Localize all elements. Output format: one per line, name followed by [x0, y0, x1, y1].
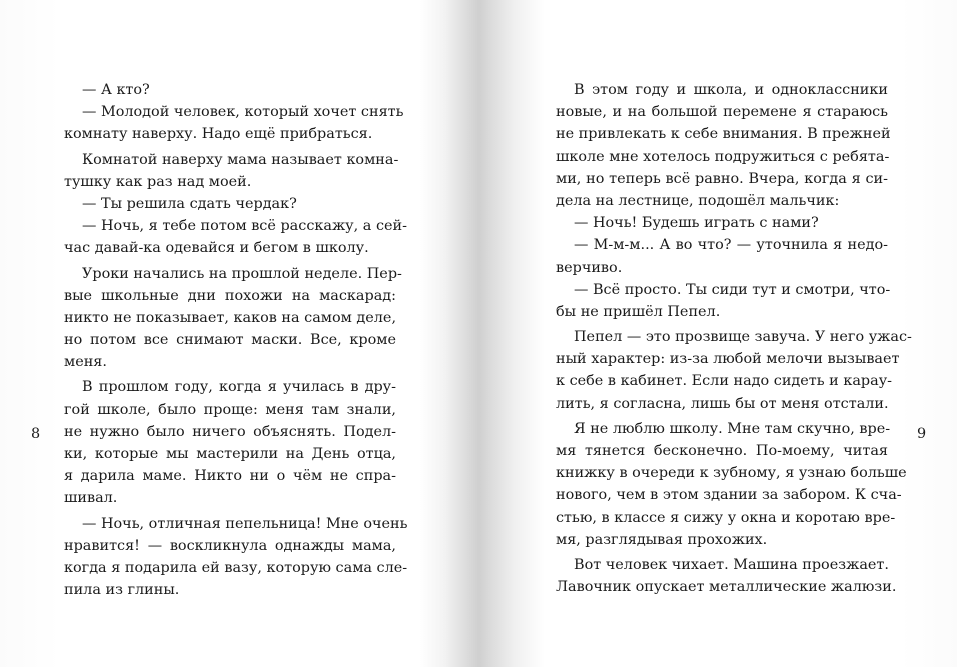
- text-line: пила из глины.: [64, 582, 180, 599]
- text-line: шивал.: [64, 490, 118, 507]
- text-line: — Ночь, я тебе потом всё расскажу, а сей-: [82, 218, 407, 235]
- text-line: — М-м-м... А во что? — уточнила я недо-: [574, 237, 888, 254]
- text-line: новые, и на большой перемене я стараюсь: [556, 104, 888, 121]
- text-line: дела на лестнице, подошёл мальчик:: [556, 192, 840, 209]
- text-line: верчиво.: [556, 259, 623, 276]
- text-line: ми, но теперь всё равно. Вчера, когда я си-: [556, 170, 888, 187]
- text-line: — Всё просто. Ты сиди тут и смотри, что-: [574, 281, 891, 298]
- text-line: книжку в очереди к зубному, я узнаю больше: [556, 465, 907, 482]
- text-line: к себе в кабинет. Если надо сидеть и карау-: [556, 373, 893, 390]
- text-line: — А кто?: [82, 82, 150, 98]
- right-page-number: 9: [917, 426, 927, 442]
- text-line: — Молодой человек, который хочет снять: [82, 104, 404, 121]
- text-line: Я не люблю школу. Мне там скучно, вре-: [574, 420, 891, 437]
- text-line: не нужно было ничего объяснять. Подел-: [64, 423, 396, 440]
- left-page-number: 8: [31, 426, 41, 442]
- text-line: Уроки начались на прошлой неделе. Пер-: [82, 265, 402, 282]
- text-line: когда я подарила ей вазу, которую сама сле-: [64, 559, 408, 576]
- text-line: нравится! — воскликнула однажды мама,: [64, 537, 396, 554]
- text-line: меня.: [64, 354, 107, 371]
- text-line: Пепел — это прозвище завуча. У него ужас-: [574, 329, 912, 346]
- text-line: вые школьные дни похожи на маскарад:: [64, 287, 396, 304]
- text-line: ки, которые мы мастерили на День отца,: [64, 446, 396, 462]
- text-line: ный характер: из-за любой мелочи вызывает: [556, 351, 900, 368]
- text-line: Лавочник опускает металлические жалюзи.: [556, 579, 897, 596]
- left-page-text: [64, 79, 408, 601]
- text-line: нового, чем в этом здании за забором. К сча-: [556, 487, 902, 504]
- text-line: — Ночь, отличная пепельница! Мне очень: [82, 515, 408, 532]
- text-line: лить, я согласна, лишь бы от меня отстали.: [556, 395, 889, 412]
- text-line: час давай-ка одевайся и бегом в школу.: [64, 240, 369, 257]
- text-line: комнату наверху. Надо ещё прибраться.: [64, 126, 373, 143]
- text-line: — Ночь! Будешь играть с нами?: [574, 215, 819, 232]
- text-line: бы не пришёл Пепел.: [556, 303, 721, 320]
- text-line: стью, в классе я сижу у окна и коротаю вре-: [556, 509, 896, 526]
- text-line: никто не показывает, каков на самом деле,: [64, 309, 397, 326]
- text-line: я дарила маме. Никто ни о чём не спра-: [64, 468, 396, 485]
- text-line: гой школе, было проще: меня там знали,: [64, 401, 396, 418]
- text-line: мя, разглядывая прохожих.: [556, 531, 768, 548]
- right-page-text: [556, 79, 912, 598]
- text-line: школе мне хотелось подружиться с ребята-: [556, 148, 890, 165]
- text-line: Вот человек чихает. Машина проезжает.: [574, 556, 889, 573]
- text-line: но потом все снимают маски. Все, кроме: [64, 332, 396, 349]
- text-line: не привлекать к себе внимания. В прежней: [556, 126, 891, 143]
- text-line: Комнатой наверху мама называет комна-: [82, 151, 399, 168]
- text-line: тушку как раз над моей.: [64, 173, 252, 190]
- text-line: — Ты решила сдать чердак?: [82, 195, 297, 212]
- text-line: мя тянется бесконечно. По-моему, читая: [556, 443, 888, 459]
- text-line: В этом году и школа, и одноклассники: [574, 82, 888, 98]
- text-line: В прошлом году, когда я училась в дру-: [82, 379, 396, 396]
